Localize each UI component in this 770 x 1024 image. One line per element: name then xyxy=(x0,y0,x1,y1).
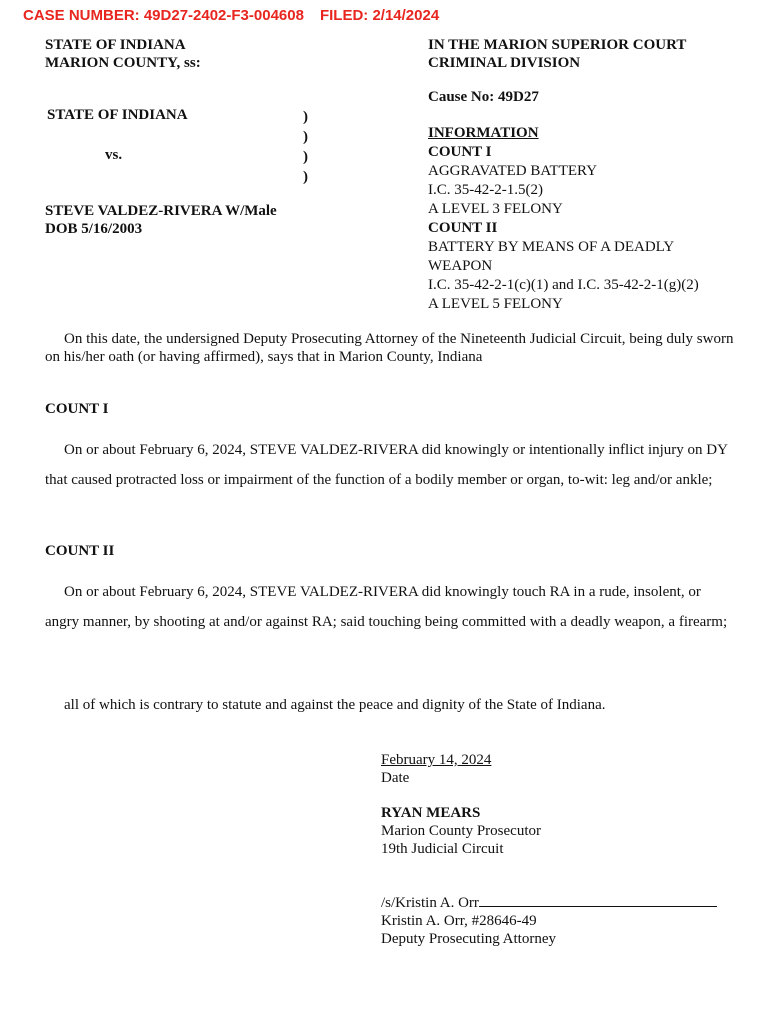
count2-offense-1: BATTERY BY MEANS OF A DEADLY xyxy=(428,239,675,255)
attorney-name: Kristin A. Orr, #28646-49 xyxy=(381,913,537,929)
count2-offense-2: WEAPON xyxy=(428,258,493,274)
date-label: Date xyxy=(381,770,410,786)
venue-county: MARION COUNTY, ss: xyxy=(45,55,201,71)
court-name: IN THE MARION SUPERIOR COURT xyxy=(428,37,687,53)
attorney-title: Deputy Prosecuting Attorney xyxy=(381,931,556,947)
count1-label: COUNT I xyxy=(428,144,492,160)
count2-paragraph: On or about February 6, 2024, STEVE VALDEZ-RIVERA did knowingly touch RA in a rude, insolent, or angry manner, by shooting at and/or against RA; said touching being committed with a deadly weapon, a firearm; xyxy=(45,584,728,630)
signature-line xyxy=(381,892,717,912)
defendant-name: STEVE VALDEZ-RIVERA W/Male xyxy=(45,203,277,219)
prosecutor-title: Marion County Prosecutor xyxy=(381,823,541,839)
signing-date: February 14, 2024 xyxy=(381,752,492,768)
electronic-signature: /s/Kristin A. Orr xyxy=(381,895,479,911)
date-block xyxy=(381,751,491,787)
caption-parens xyxy=(303,107,308,187)
count1-offense: AGGRAVATED BATTERY xyxy=(428,163,598,179)
count1-paragraph: On or about February 6, 2024, STEVE VALDEZ-RIVERA did knowingly or intentionally inflict injury on DY that caused protracted loss or impairment of the function of a bodily member or organ, to-wit: leg and/or ankle; xyxy=(45,442,728,488)
plaintiff-name: STATE OF INDIANA xyxy=(47,107,188,123)
court-block xyxy=(428,36,686,72)
versus: vs. xyxy=(105,147,123,163)
prosecutor-name: RYAN MEARS xyxy=(381,805,481,821)
intro-paragraph: On this date, the undersigned Deputy Prosecuting Attorney of the Nineteenth Judicial Circuit, being duly sworn on his/her oath (or having affirmed), says that in Marion County, Indiana xyxy=(45,331,734,365)
count1-statute: I.C. 35-42-2-1.5(2) xyxy=(428,182,543,198)
signature-underline xyxy=(479,892,717,907)
defendant-dob: DOB 5/16/2003 xyxy=(45,221,143,237)
judicial-circuit: 19th Judicial Circuit xyxy=(381,841,504,857)
filing-stamp xyxy=(23,7,439,24)
cause-number: Cause No: 49D27 xyxy=(428,89,539,105)
case-number: CASE NUMBER: 49D27-2402-F3-004608 xyxy=(23,7,304,24)
count2-label: COUNT II xyxy=(428,220,498,236)
filed-date: FILED: 2/14/2024 xyxy=(319,7,440,24)
attorney-block xyxy=(381,892,717,948)
venue-block xyxy=(45,36,201,72)
charges-block xyxy=(428,124,699,314)
venue-state: STATE OF INDIANA xyxy=(45,37,186,53)
count2-statute: I.C. 35-42-2-1(c)(1) and I.C. 35-42-2-1(g)(2) xyxy=(428,277,699,293)
count1-level: A LEVEL 3 FELONY xyxy=(428,201,563,217)
closing-paragraph: all of which is contrary to statute and against the peace and dignity of the State of Indiana. xyxy=(64,697,606,713)
count2-heading: COUNT II xyxy=(45,543,115,559)
count2-level: A LEVEL 5 FELONY xyxy=(428,296,563,312)
paren-1: ) xyxy=(303,109,308,125)
defendant-block xyxy=(45,202,277,238)
paren-4: ) xyxy=(303,169,308,185)
paren-2: ) xyxy=(303,129,308,145)
paren-3: ) xyxy=(303,149,308,165)
count1-heading: COUNT I xyxy=(45,401,109,417)
prosecutor-block xyxy=(381,804,541,858)
information-heading: INFORMATION xyxy=(428,125,539,141)
court-division: CRIMINAL DIVISION xyxy=(428,55,581,71)
